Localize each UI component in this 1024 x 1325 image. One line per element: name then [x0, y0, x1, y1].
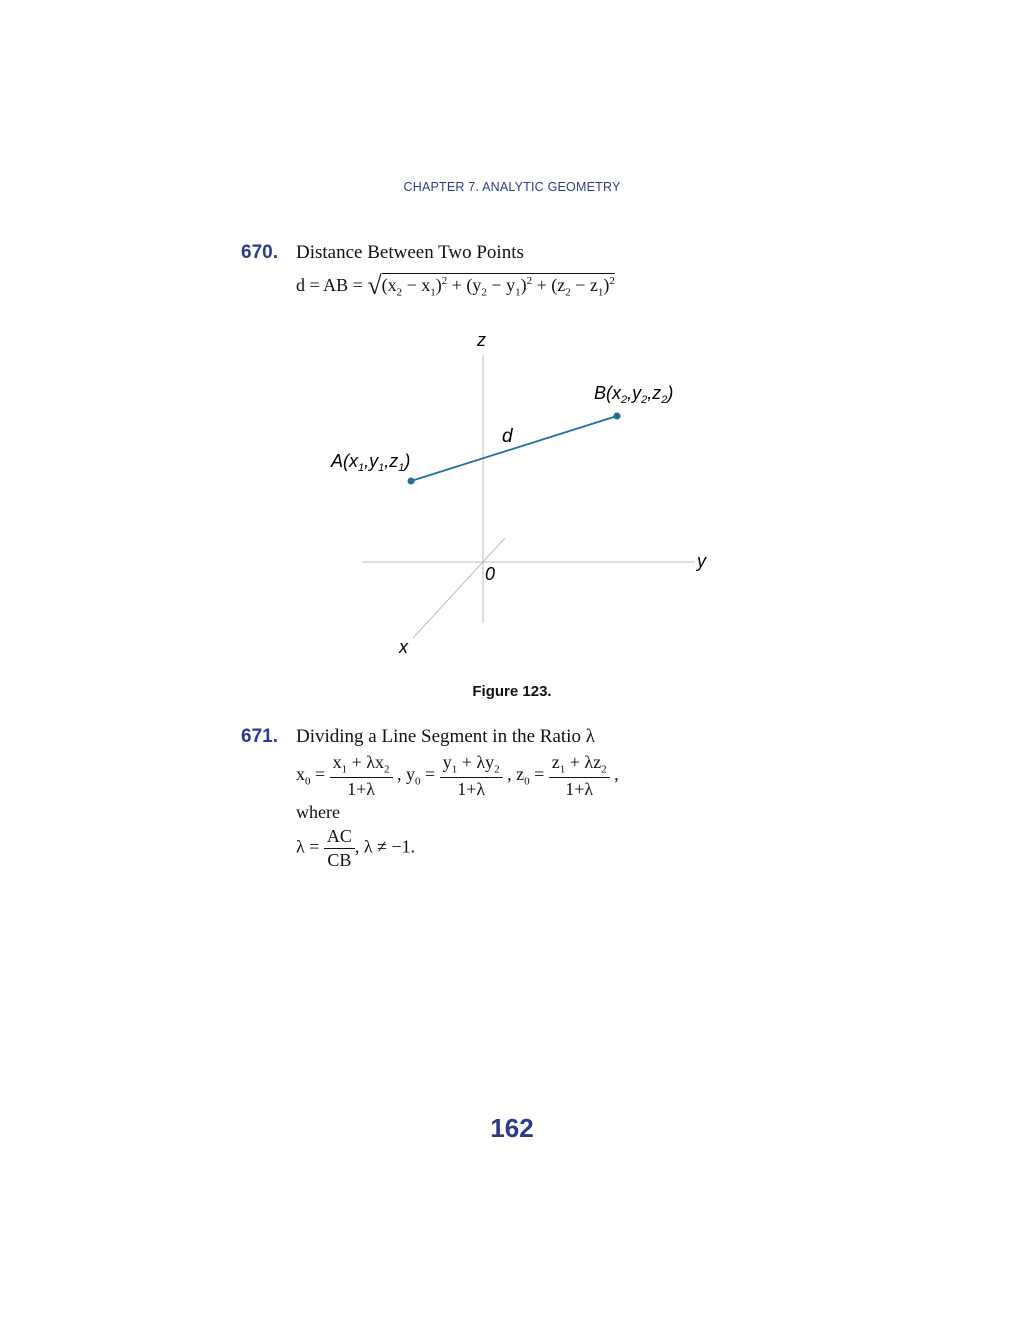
item-670-number: 670.: [241, 242, 278, 263]
item-671-number: 671.: [241, 726, 278, 747]
x-axis: [413, 538, 505, 638]
where-label: where: [296, 802, 340, 822]
item-671-title: Dividing a Line Segment in the Ratio λ: [296, 726, 595, 747]
section-formula: $x_0$ = $\frac{x_1 + \lambda x_2}{1+\lambda}$ , $y_0$ = $\frac{y_1 + \lambda y_2}{1+\lambda}$ , $z_0$ = $\frac{z_1 + \lambda z_2}{1+\lambda}$ ,: [296, 752, 619, 799]
item-670-title: Distance Between Two Points: [296, 242, 524, 263]
distance-lhs: d = AB =: [296, 275, 368, 295]
point-b-label: $B(x_2,y_2,z_2)$: [594, 383, 674, 406]
lambda-formula: λ = $\frac{AC}{CB}$ , λ ≠ −1.: [296, 826, 416, 870]
figure-caption: Figure 123.: [472, 683, 552, 700]
lambda-condition: , λ ≠ −1.: [354, 836, 416, 857]
point-a-label: $A(x_1,y_1,z_1)$: [331, 451, 411, 474]
distance-formula: d = AB = $√(x_2 - x_1)^2 + (y_2 - y_1)^2 + (z_2 - z_1)^2$: [296, 271, 615, 300]
chapter-header: CHAPTER 7. ANALYTIC GEOMETRY: [403, 180, 621, 194]
z0-fraction: $\frac{z_1 + \lambda z_2}{1+\lambda}$: [549, 752, 610, 800]
origin-label: 0: [485, 564, 496, 584]
page-number: 162: [490, 1113, 534, 1143]
lambda-fraction: $\frac{AC}{CB}$: [324, 826, 355, 871]
z-axis-label: z: [477, 330, 486, 350]
point-a: [408, 478, 415, 485]
y-axis-label: y: [697, 551, 706, 571]
x0-fraction: $\frac{x_1 + \lambda x_2}{1+\lambda}$: [330, 752, 393, 800]
point-b: [614, 413, 621, 420]
distance-label: d: [502, 426, 513, 447]
segment-ab: [411, 416, 617, 481]
y0-fraction: $\frac{y_1 + \lambda y_2}{1+\lambda}$: [440, 752, 503, 800]
x-axis-label: x: [399, 637, 408, 657]
